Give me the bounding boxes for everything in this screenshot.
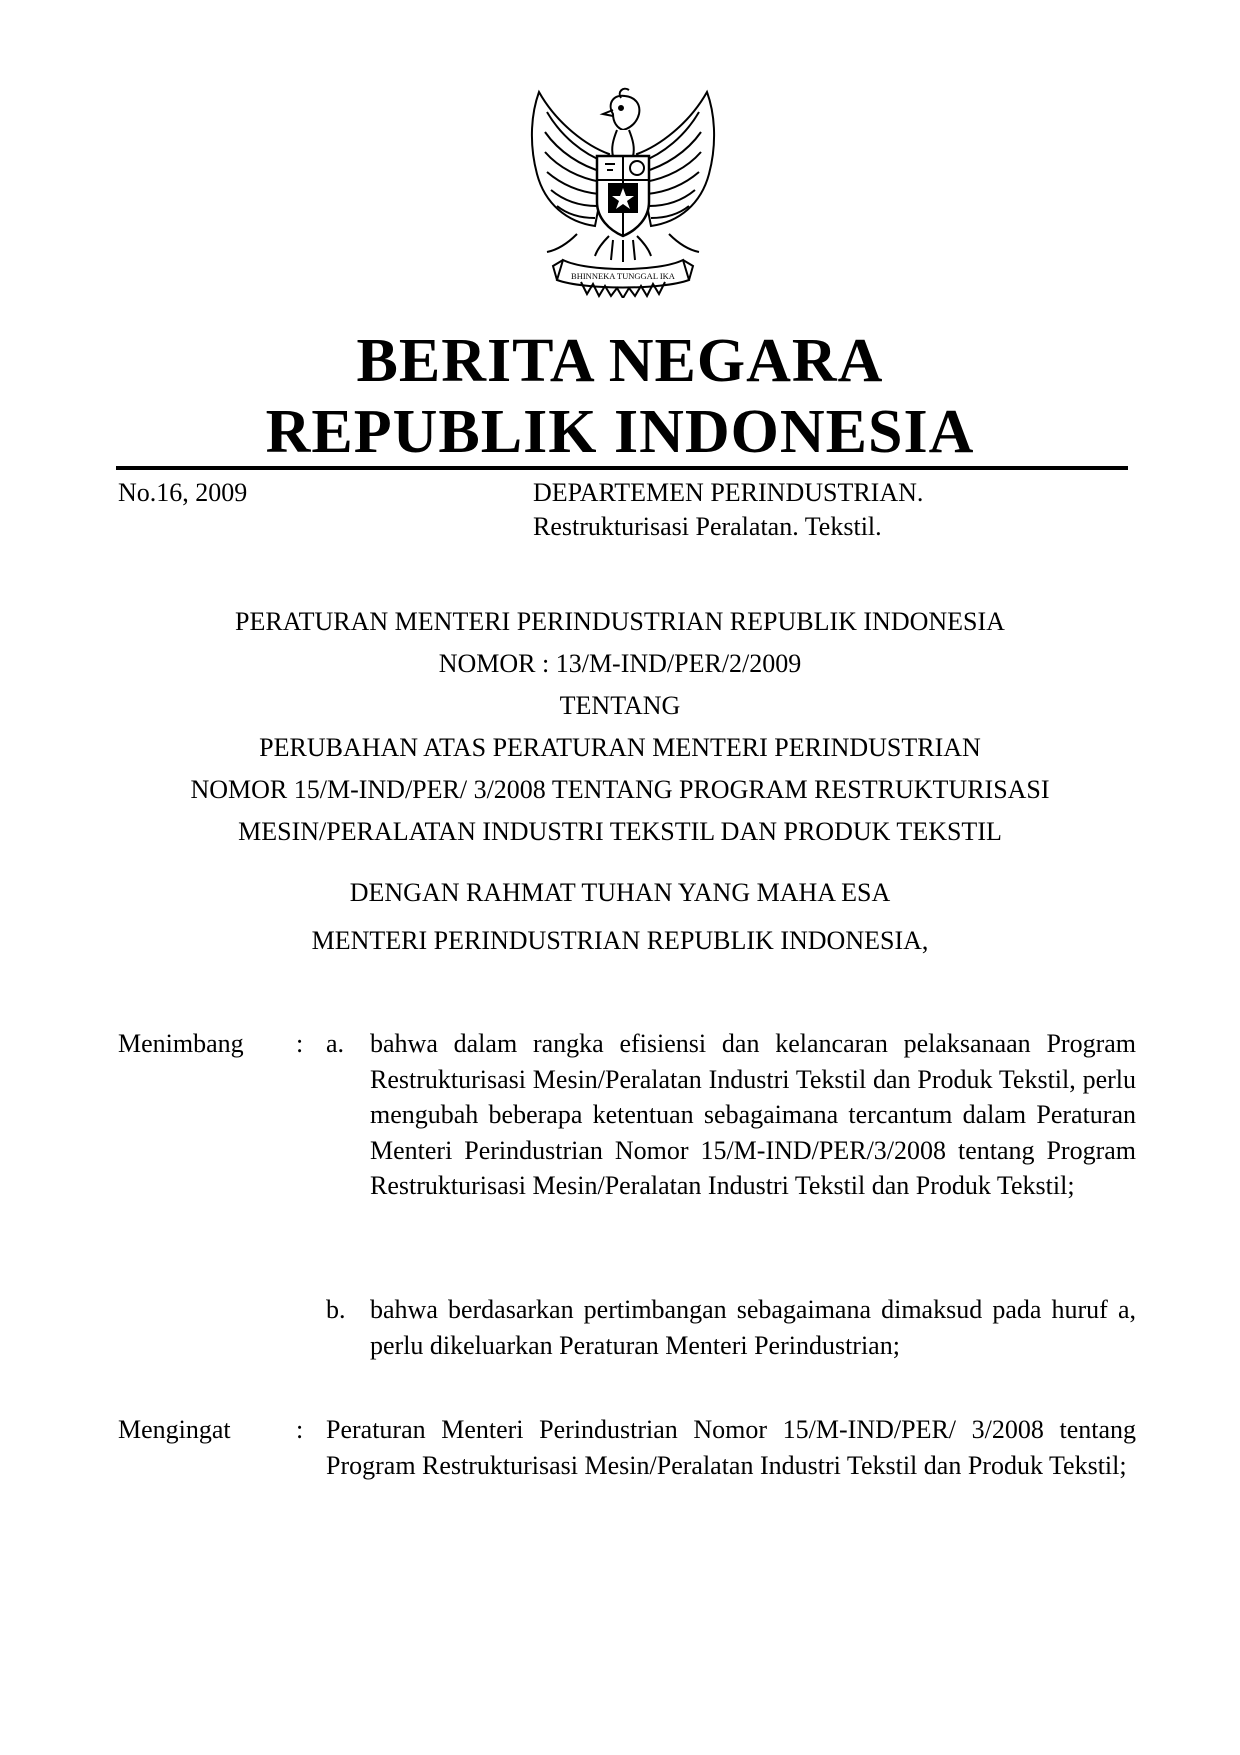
department-name: DEPARTEMEN PERINDUSTRIAN. — [533, 478, 924, 507]
title-berita-negara: BERITA NEGARA — [356, 327, 884, 395]
gazette-subject: Restrukturisasi Peralatan. Tekstil. — [533, 512, 882, 541]
svg-text:BHINNEKA TUNGGAL IKA: BHINNEKA TUNGGAL IKA — [571, 271, 675, 281]
regulation-tentang: TENTANG — [559, 691, 681, 720]
regulation-subject-line: NOMOR 15/M-IND/PER/ 3/2008 TENTANG PROGRAM RESTRUKTURISASI — [190, 775, 1050, 804]
menimbang-item-text: bahwa berdasarkan pertimbangan sebagaimana dimaksud pada huruf a, perlu dikeluarkan Peraturan Menteri Perindustrian; — [370, 1295, 1136, 1360]
regulation-number: NOMOR : 13/M-IND/PER/2/2009 — [438, 649, 802, 678]
header-divider — [116, 466, 1128, 470]
title-republik-indonesia: REPUBLIK INDONESIA — [265, 398, 975, 466]
menimbang-item-marker: b. — [326, 1295, 346, 1324]
issuer-line: MENTERI PERINDUSTRIAN REPUBLIK INDONESIA, — [311, 926, 929, 955]
menimbang-item-marker: a. — [326, 1029, 345, 1058]
menimbang-label: Menimbang — [118, 1029, 244, 1058]
regulation-subject-line: PERUBAHAN ATAS PERATURAN MENTERI PERINDUSTRIAN — [259, 733, 981, 762]
mengingat-label: Mengingat — [118, 1415, 231, 1444]
mengingat-colon: : — [296, 1415, 304, 1444]
garuda-emblem-icon — [517, 84, 729, 298]
mengingat-text: Peraturan Menteri Perindustrian Nomor 15/M-IND/PER/ 3/2008 tentang Program Restrukturisasi Mesin/Peralatan Industri Tekstil dan Produk Tekstil; — [326, 1415, 1136, 1480]
regulation-subject-line: MESIN/PERALATAN INDUSTRI TEKSTIL DAN PRODUK TEKSTIL — [238, 817, 1002, 846]
gazette-number: No.16, 2009 — [118, 478, 248, 507]
regulation-title-line: PERATURAN MENTERI PERINDUSTRIAN REPUBLIK INDONESIA — [235, 607, 1005, 636]
menimbang-colon: : — [296, 1029, 304, 1058]
menimbang-item-text: bahwa dalam rangka efisiensi dan kelancaran pelaksanaan Program Restrukturisasi Mesin/Peralatan Industri Tekstil dan Produk Tekstil, perlu mengubah beberapa ketentuan sebagaimana tercantum dalam Peraturan Menteri Perindustrian Nomor 15/M-IND/PER/3/2008 tentang Program Restrukturisasi Mesin/Peralatan Industri Tekstil dan Produk Tekstil; — [370, 1029, 1136, 1200]
invocation-line: DENGAN RAHMAT TUHAN YANG MAHA ESA — [349, 878, 891, 907]
